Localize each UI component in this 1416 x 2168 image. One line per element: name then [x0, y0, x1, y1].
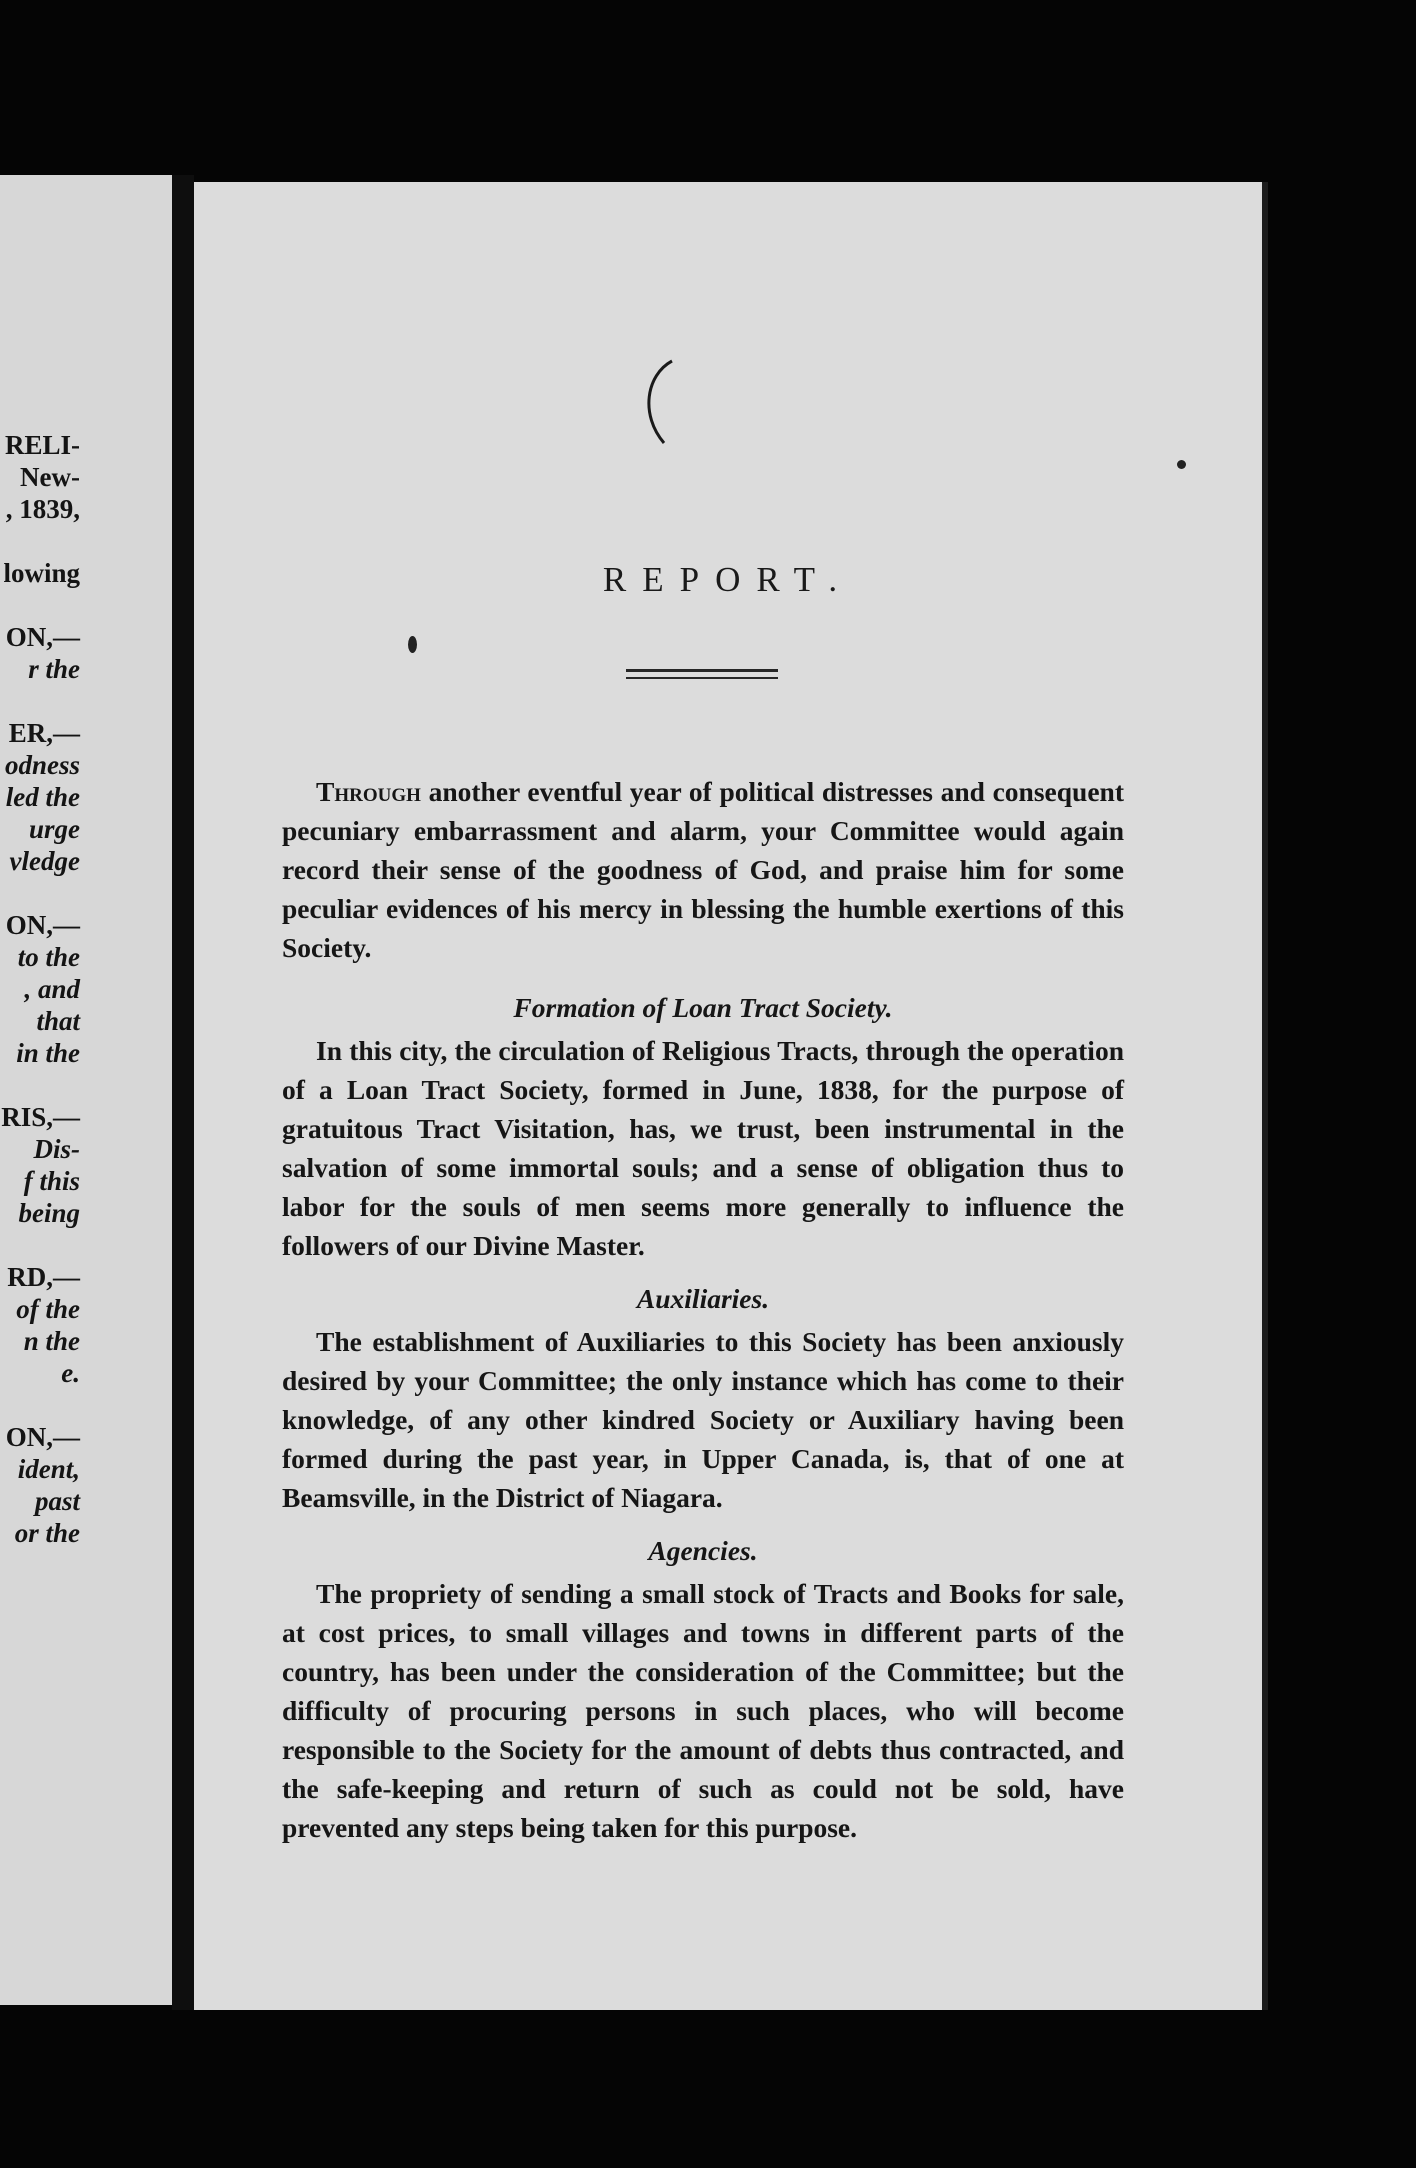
facing-page-line: f this — [23, 1166, 80, 1196]
facing-page-line: in the — [16, 1038, 80, 1068]
section-heading: Agencies. — [648, 1535, 758, 1566]
facing-page-line — [0, 1225, 80, 1257]
facing-page-line: New- — [20, 462, 80, 492]
facing-page-line — [0, 521, 80, 553]
intro-lead-word: Through — [316, 776, 421, 807]
facing-page-line: ON,— — [5, 1422, 80, 1452]
section-paragraph — [282, 1322, 1124, 1517]
ink-spot — [408, 636, 417, 653]
facing-page-line: being — [18, 1198, 80, 1228]
section-paragraph — [282, 1031, 1124, 1265]
facing-page-line: lowing — [3, 558, 80, 588]
facing-page-line — [0, 1065, 80, 1097]
intro-paragraph — [282, 772, 1124, 967]
facing-page-line — [0, 585, 80, 617]
page-title: REPORT. — [602, 560, 854, 599]
section-text: In this city, the circulation of Religious Tracts, through the operation of a Loan Tract Society, formed in June, 1838, for the purpose of gratuitous Tract Visitation, has, we trust, been instrumental in the salvation of some immortal souls; and a sense of obligation thus to labor for the souls of men seems more generally to influence the followers of our Divine Master. — [282, 1035, 1124, 1261]
section-text: The propriety of sending a small stock of Tracts and Books for sale, at cost prices, to small villages and towns in different parts of the country, has been under the consideration of the Committee; but the difficulty of procuring persons in such places, who will become responsible to the Society for the amount of debts thus contracted, and the safe-keeping and return of such as could not be sold, have prevented any steps being taken for this purpose. — [282, 1578, 1124, 1843]
title-rule-lower — [626, 677, 778, 679]
facing-page-line: , 1839, — [5, 494, 80, 524]
facing-page-line: n the — [23, 1326, 80, 1356]
facing-page-line: odness — [4, 750, 80, 780]
report-body — [282, 772, 1124, 1847]
facing-page-line: ident, — [17, 1454, 80, 1484]
facing-page-line: r the — [28, 654, 80, 684]
facing-page-line: RELI- — [4, 430, 80, 460]
facing-page-line: ER,— — [8, 718, 80, 748]
facing-page-line: of the — [16, 1294, 80, 1324]
facing-page-line: RD,— — [7, 1262, 80, 1292]
facing-page-line: Dis- — [33, 1134, 80, 1164]
facing-page-text — [0, 425, 80, 1548]
facing-page-line — [0, 1385, 80, 1417]
facing-page-line — [0, 681, 80, 713]
page-gutter — [172, 175, 194, 2010]
section-heading: Formation of Loan Tract Society. — [513, 992, 893, 1023]
facing-page-line: ON,— — [5, 622, 80, 652]
facing-page-line: past — [34, 1486, 80, 1516]
facing-page-line: ON,— — [5, 910, 80, 940]
facing-page-line: , and — [24, 974, 80, 1004]
facing-page-line: led the — [5, 782, 80, 812]
section-text: The establishment of Auxiliaries to this Society has been anxiously desired by your Committee; the only instance which has come to their knowledge, of any other kindred Society or Auxiliary having been formed during the past year, in Upper Canada, is, that of one at Beamsville, in the District of Niagara. — [282, 1326, 1124, 1513]
intro-text: another eventful year of political distresses and consequent pecuniary embarrassment and alarm, your Committee would again record their sense of the goodness of God, and praise him for some peculiar evidences of his mercy in blessing the humble exertions of this Society. — [282, 776, 1124, 963]
report-page — [194, 182, 1262, 2010]
facing-page-line: or the — [14, 1518, 80, 1548]
page-edge — [1262, 182, 1268, 2010]
pen-mark — [634, 357, 682, 447]
facing-page-line: vledge — [9, 846, 80, 876]
section-paragraph — [282, 1574, 1124, 1847]
facing-page-line: RIS,— — [1, 1102, 80, 1132]
facing-page-line — [0, 873, 80, 905]
section-heading: Auxiliaries. — [636, 1283, 770, 1314]
facing-page-line: that — [36, 1006, 80, 1036]
facing-page-line: urge — [28, 814, 80, 844]
facing-page — [0, 175, 172, 2005]
facing-page-line: e. — [61, 1358, 80, 1388]
ink-spot — [1177, 460, 1186, 469]
title-rule — [626, 669, 778, 672]
facing-page-line: to the — [17, 942, 80, 972]
